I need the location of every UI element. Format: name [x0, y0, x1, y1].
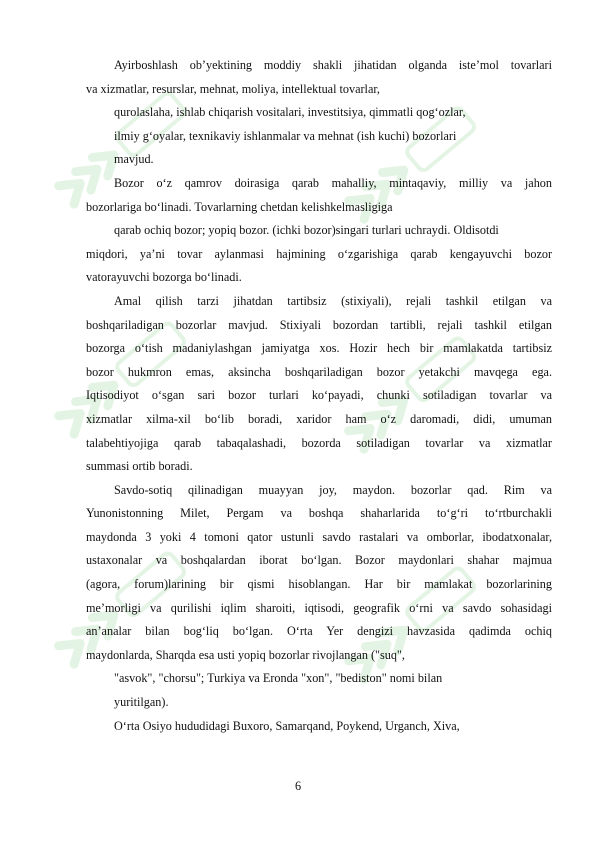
text-line: Amal qilish tarzi jihatdan tartibsiz (stixiyali), rejali tashkil etilgan va	[114, 293, 552, 308]
text-line: vatorayuvchi bozorga bo‘linadi.	[86, 270, 242, 285]
text-line: an’analar bilan bog‘liq bo‘lgan. O‘rta Yer dengizi havzasida qadimda ochiq	[86, 624, 552, 639]
text-line: miqdori, ya’ni tovar aylanmasi hajmining o‘zgarishiga qarab kengayuvchi bozor	[86, 246, 552, 261]
text-line: (agora, forum)larining bir qismi hisoblangan. Har bir mamlakat bozorlarining	[86, 577, 552, 592]
text-line: Ayirboshlash ob’yektining moddiy shakli jihatidan olganda iste’mol tovarlari	[114, 58, 552, 72]
text-line: qarab ochiq bozor; yopiq bozor. (ichki bozor)singari turlari uchraydi. Oldisotdi	[114, 223, 499, 238]
text-line: Yunonistonning Milet, Pergam va boshqa shaharlarida to‘g‘ri to‘rtburchakli	[86, 506, 552, 521]
text-line: Bozor o‘z qamrov doirasiga qarab mahalliy, mintaqaviy, milliy va jahon	[114, 175, 552, 190]
body-text	[86, 54, 552, 738]
text-line: talabehtiyojiga qarab tabaqalashadi, bozorda sotiladigan tovarlar va xizmatlar	[86, 435, 552, 450]
text-line: boshqariladigan bozorlar mavjud. Stixiyali bozordan tartibli, rejali tashkil etilgan	[86, 317, 552, 332]
text-line: ustaxonalar va boshqalardan iborat bo‘lgan. Bozor maydonlari shahar majmua	[86, 553, 552, 568]
text-line: summasi ortib boradi.	[86, 459, 193, 474]
text-line: maydonlarda, Sharqda esa usti yopiq bozorlar rivojlangan ("suq",	[86, 647, 405, 662]
text-line: O‘rta Osiyo hududidagi Buxoro, Samarqand, Poykend, Urganch, Xiva,	[114, 718, 460, 733]
text-line: xizmatlar xilma-xil bo‘lib boradi, xaridor ham o‘z daromadi, didi, umuman	[86, 411, 552, 426]
text-line: mavjud.	[114, 152, 154, 167]
text-line: Iqtisodiyot o‘sgan sari bozor turlari ko‘payadi, chunki sotiladigan tovarlar va	[86, 388, 552, 403]
text-line: bozorga o‘tish madaniylashgan jamiyatga xos. Hozir hech bir mamlakatda tartibsiz	[86, 341, 552, 356]
text-line: bozor hukmron emas, aksincha boshqariladigan bozor yetakchi mavqega ega.	[86, 364, 552, 379]
text-line: va xizmatlar, resurslar, mehnat, moliya, intellektual tovarlar,	[86, 81, 380, 96]
text-line: Savdo-sotiq qilinadigan muayyan joy, maydon. bozorlar qad. Rim va	[114, 482, 552, 497]
text-line: me’morligi va qurilishi iqlim sharoiti, iqtisodi, geografik o‘rni va savdo sohasidagi	[86, 600, 552, 615]
text-line: yuritilgan).	[114, 695, 169, 710]
text-line: maydonda 3 yoki 4 tomoni qator ustunli savdo rastalari va omborlar, ibodatxonalar,	[86, 529, 552, 544]
text-line: bozorlariga bo‘linadi. Tovarlarning chetdan kelishkelmasligiga	[86, 199, 393, 214]
text-line: ilmiy g‘oyalar, texnikaviy ishlanmalar va mehnat (ish kuchi) bozorlari	[114, 128, 457, 143]
page-number: 6	[294, 779, 302, 793]
text-line: "asvok", "chorsu"; Turkiya va Eronda "xon", "bediston" nomi bilan	[114, 671, 443, 686]
text-line: qurolaslaha, ishlab chiqarish vositalari, investitsiya, qimmatli qog‘ozlar,	[114, 105, 466, 120]
